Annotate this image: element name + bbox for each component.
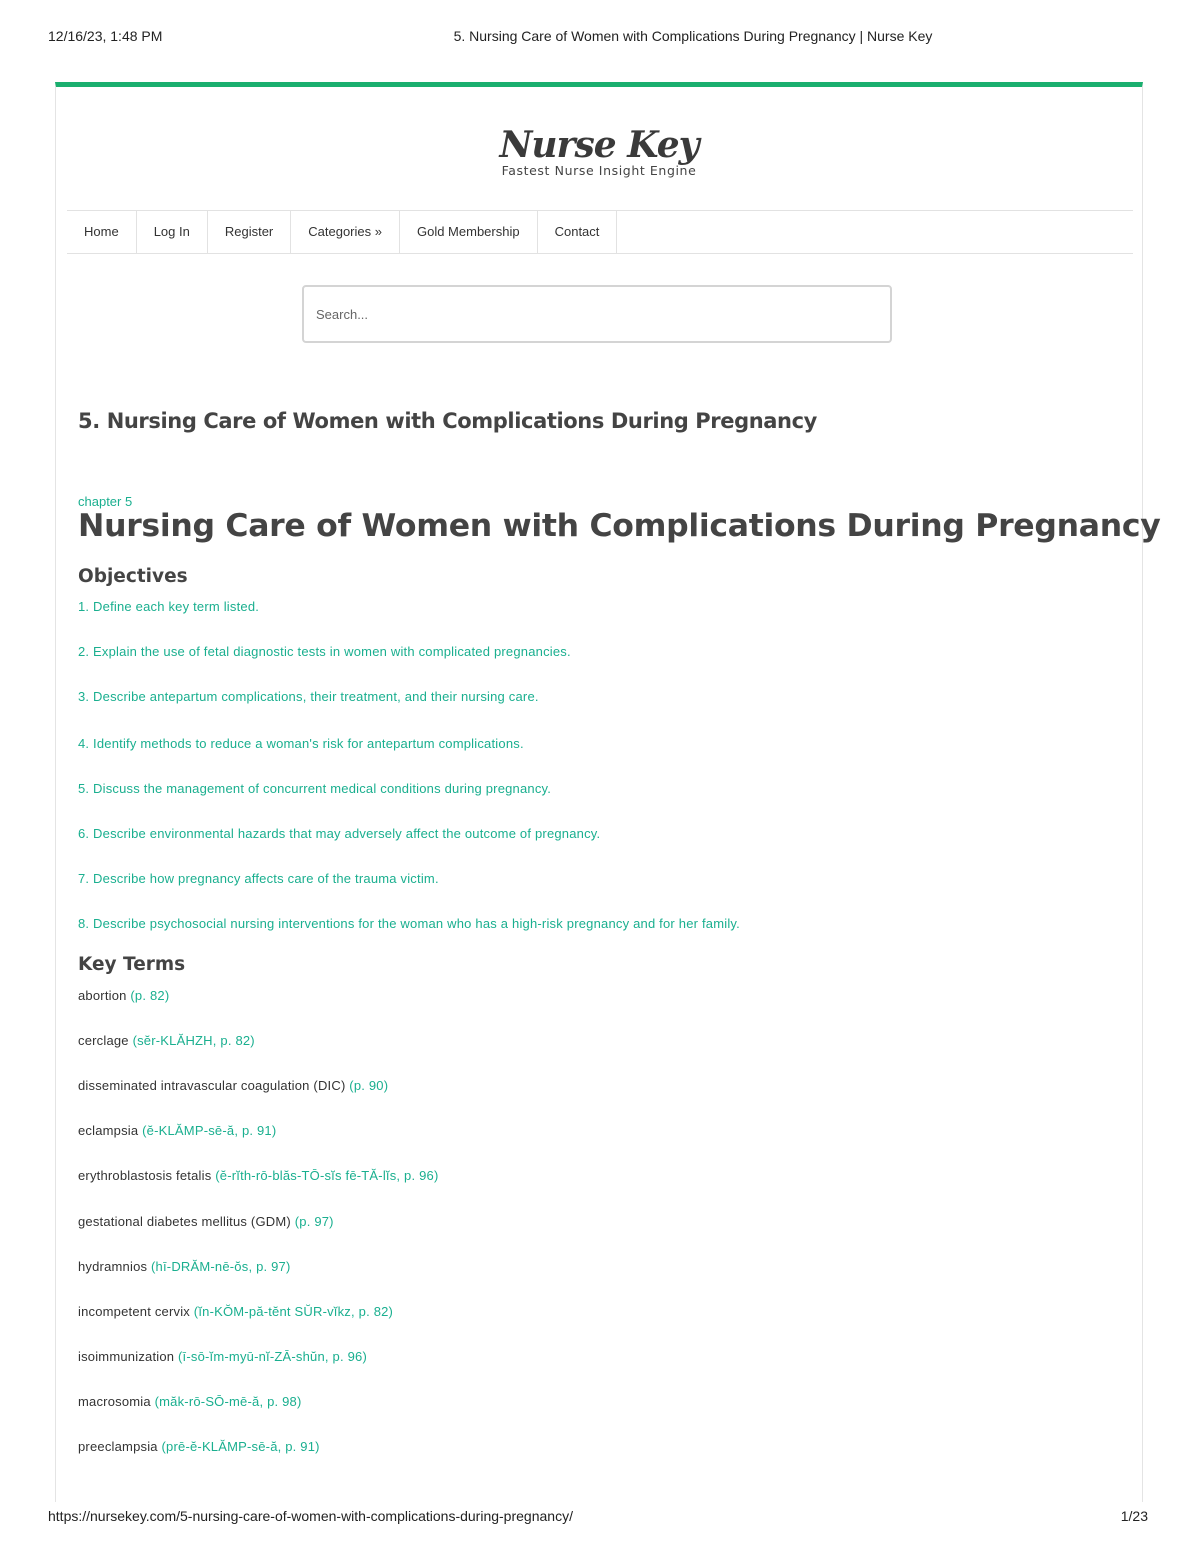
post-title: 5. Nursing Care of Women with Complications During Pregnancy [78,409,817,433]
key-term: disseminated intravascular coagulation (DIC) [78,1078,346,1093]
key-term-pronunciation[interactable]: (ĭn-KŎM-pă-tĕnt SŬR-vĭkz, p. 82) [193,1304,394,1319]
key-term: abortion [78,988,127,1003]
objective-item: 4. Identify methods to reduce a woman's risk for antepartum complications. [78,736,524,751]
key-term: cerclage [78,1033,129,1048]
key-term-item [78,1214,334,1229]
objective-item: 5. Discuss the management of concurrent medical conditions during pregnancy. [78,781,552,796]
key-term-pronunciation[interactable]: (ī-sō-ĭm-myū-nĭ-ZĀ-shŭn, p. 96) [178,1349,367,1364]
site-logo[interactable]: Nurse Key [499,124,699,166]
key-term-item [78,1033,255,1048]
key-term-item [78,1439,320,1454]
objective-item: 2. Explain the use of fetal diagnostic tests in women with complicated pregnancies. [78,644,571,659]
key-term-pronunciation[interactable]: (hī-DRĂM-nē-ŏs, p. 97) [151,1259,291,1274]
site-tagline: Fastest Nurse Insight Engine [501,163,697,178]
key-term: incompetent cervix [78,1304,190,1319]
page-frame [55,82,1161,1502]
key-term-item [78,1304,393,1319]
key-term: preeclampsia [78,1439,158,1454]
nav-contact[interactable]: Contact [538,211,618,253]
objective-item: 3. Describe antepartum complications, their treatment, and their nursing care. [78,689,539,704]
key-terms-heading: Key Terms [78,954,186,975]
key-term-pronunciation[interactable]: (ĕ-KLĂMP-sē-ă, p. 91) [142,1123,277,1138]
print-date: 12/16/23, 1:48 PM [48,28,163,44]
site-branding [56,123,1142,178]
nav-login[interactable]: Log In [137,211,208,253]
key-term-item [78,988,169,1003]
main-nav [67,210,1133,254]
key-term: isoimmunization [78,1349,175,1364]
key-term-pronunciation[interactable]: (p. 82) [130,988,170,1003]
key-term: hydramnios [78,1259,148,1274]
chapter-label: chapter 5 [78,494,133,509]
key-term-pronunciation[interactable]: (p. 90) [349,1078,389,1093]
objective-item: 7. Describe how pregnancy affects care of the trauma victim. [78,871,439,886]
key-term-item [78,1168,438,1183]
key-term-item [78,1394,302,1409]
key-term-pronunciation[interactable]: (măk-rō-SŌ-mē-ă, p. 98) [154,1394,302,1409]
key-term-pronunciation[interactable]: (prē-ĕ-KLĂMP-sē-ă, p. 91) [161,1439,320,1454]
key-term: macrosomia [78,1394,151,1409]
key-term: gestational diabetes mellitus (GDM) [78,1214,291,1229]
key-term-item [78,1259,291,1274]
print-header [0,28,1200,48]
objectives-heading: Objectives [78,566,188,587]
search-input[interactable] [302,285,892,343]
nav-gold-membership[interactable]: Gold Membership [400,211,538,253]
chapter-title: Nursing Care of Women with Complications During Pregnancy [78,508,1161,544]
key-term: eclampsia [78,1123,139,1138]
print-url: https://nursekey.com/5-nursing-care-of-women-with-complications-during-pregnancy/ [48,1508,573,1524]
nav-categories[interactable]: Categories » [291,211,400,253]
key-term-item [78,1349,367,1364]
objective-item: 8. Describe psychosocial nursing interventions for the woman who has a high-risk pregnancy and for her family. [78,916,740,931]
nav-register[interactable]: Register [208,211,291,253]
key-term-item [78,1078,388,1093]
nav-home[interactable]: Home [67,211,137,253]
print-footer [0,1508,1200,1528]
objective-item: 6. Describe environmental hazards that may adversely affect the outcome of pregnancy. [78,826,601,841]
key-term-pronunciation[interactable]: (p. 97) [294,1214,334,1229]
key-term: erythroblastosis fetalis [78,1168,212,1183]
objective-item: 1. Define each key term listed. [78,599,260,614]
print-page-number: 1/23 [1120,1508,1148,1524]
key-term-item [78,1123,276,1138]
print-page-title: 5. Nursing Care of Women with Complications During Pregnancy | Nurse Key [453,28,933,44]
key-term-pronunciation[interactable]: (ĕ-rĭth-rō-blăs-TŌ-sĭs fē-TĂ-lĭs, p. 96) [215,1168,439,1183]
key-term-pronunciation[interactable]: (sĕr-KLĂHZH, p. 82) [132,1033,255,1048]
